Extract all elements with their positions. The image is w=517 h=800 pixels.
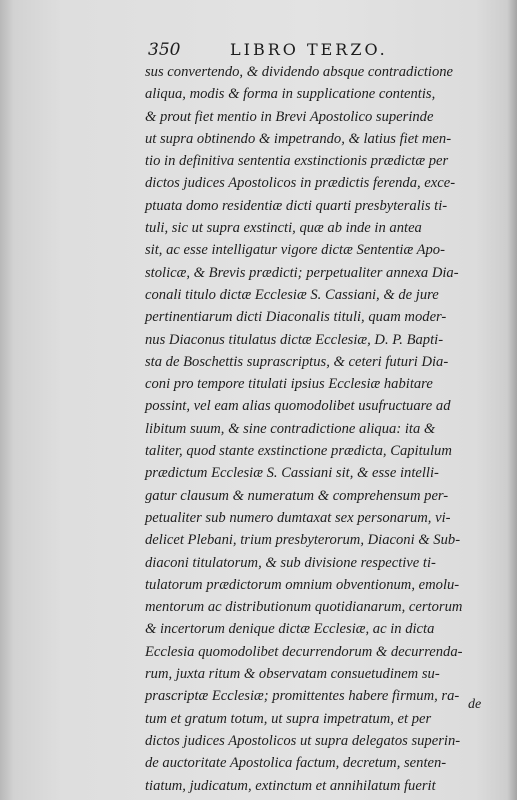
text-line: sit, ac esse intelligatur vigore dictæ Sententiæ Apo-	[145, 242, 445, 259]
running-head: LIBRO TERZO.	[230, 40, 388, 59]
text-line: stolicæ, & Brevis prædicti; perpetualiter annexa Dia-	[145, 264, 459, 281]
text-line: ptuata domo residentiæ dicti quarti presbyteralis ti-	[145, 197, 448, 214]
text-line: tuli, sic ut supra exstincti, quæ ab inde in antea	[145, 220, 422, 237]
text-line: rum, juxta ritum & observatam consuetudinem su-	[145, 666, 440, 683]
text-line: de auctoritate Apostolica factum, decretum, senten-	[145, 755, 447, 772]
text-line: petualiter sub numero dumtaxat sex personarum, vi-	[145, 509, 451, 526]
text-line: ut supra obtinendo & impetrando, & latius fiet men-	[145, 130, 452, 147]
text-line: delicet Plebani, trium presbyterorum, Diaconi & Sub-	[145, 532, 461, 549]
text-line: Ecclesia quomodolibet decurrendorum & decurrenda-	[145, 643, 463, 660]
text-line: prascriptæ Ecclesiæ; promittentes habere firmum, ra-	[145, 688, 460, 705]
text-line: mentorum ac distributionum quotidianarum, certorum	[145, 599, 463, 616]
text-line: coni pro tempore titulati ipsius Ecclesiæ habitare	[145, 376, 433, 393]
text-line: tio in definitiva sententia exstinctionis prædictæ per	[145, 153, 449, 170]
text-line: nus Diaconus titulatus dictæ Ecclesiæ, D. P. Bapti-	[145, 331, 444, 348]
text-line: possint, vel eam alias quomodolibet usufructuare ad	[145, 398, 451, 415]
text-line: tulatorum prædictorum omnium obventionum, emolu-	[145, 576, 460, 593]
page-edge-shadow	[0, 0, 14, 800]
text-line: pertinentiarum dicti Diaconalis tituli, quam moder-	[145, 309, 447, 326]
text-line: conali titulo dictæ Ecclesiæ S. Cassiani, & de jure	[145, 286, 439, 303]
text-line: gatur clausum & numeratum & comprehensum per-	[145, 487, 449, 504]
text-line: dictos judices Apostolicos ut supra delegatos superin-	[145, 732, 461, 749]
text-line: sus convertendo, & dividendo absque contradictione	[145, 64, 454, 80]
text-line: tum et gratum totum, ut supra impetratum, et per	[145, 710, 432, 727]
text-line: tiatum, judicatum, extinctum et annihilatum fuerit	[145, 777, 436, 794]
text-line: diaconi titulatorum, & sub divisione respective ti-	[145, 554, 436, 571]
text-line: libitum suum, & sine contradictione aliqua: ita &	[145, 420, 436, 437]
text-line: prædictum Ecclesiæ S. Cassiani sit, & esse intelli-	[145, 465, 439, 482]
body-text	[145, 61, 485, 797]
text-line: & prout fiet mentio in Brevi Apostolico superinde	[145, 108, 434, 125]
text-line: & incertorum denique dictæ Ecclesiæ, ac in dicta	[145, 621, 435, 638]
catchword: de	[468, 697, 482, 712]
text-line: sta de Boschettis suprascriptus, & ceteri futuri Dia-	[145, 353, 449, 370]
page-header	[148, 40, 448, 62]
text-line: taliter, quod stante exstinctione prædicta, Capitulum	[145, 443, 452, 460]
text-line: dictos judices Apostolicos in prædictis ferenda, exce-	[145, 175, 456, 192]
text-line: aliqua, modis & forma in supplicatione contentis,	[145, 86, 436, 103]
page-gutter-shadow	[507, 0, 517, 800]
page-number: 350	[148, 40, 181, 60]
